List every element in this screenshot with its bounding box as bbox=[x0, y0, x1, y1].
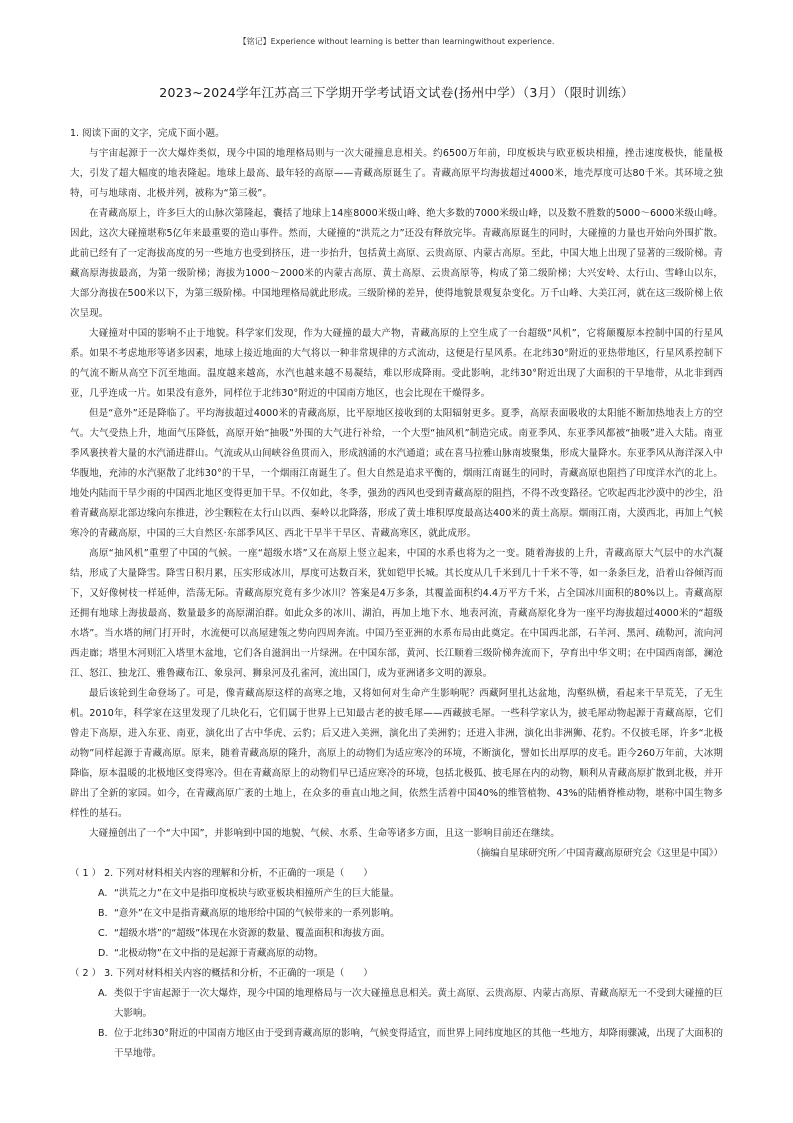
subquestion-stem: （ 2 ） 3. 下列对材料相关内容的概括和分析，不正确的一项是（ ） bbox=[70, 968, 373, 979]
passage-paragraph: 大碰撞创出了一个“大中国”，并影响到中国的地貌、气候、水系、生命等诸多方面，且这一影响目前还在继续。 bbox=[89, 828, 560, 839]
option-d[interactable] bbox=[98, 944, 723, 964]
subquestion-2 bbox=[70, 964, 723, 1064]
subquestion-1 bbox=[70, 864, 723, 964]
passage-paragraph: 与宇宙起源于一次大爆炸类似，现今中国的地理格局则与一次大碰撞息息相关。约6500万年前，印度板块与欧亚板块相撞，挫击速度极快，能量极大，引发了超大幅度的地表隆起。地球上最高、最年轻的高原——青藏高原诞生了。青藏高原平均海拔超过4000米，地壳厚度可达80千米。其环境之独特，可与地球南、北极并列，被称为“第三极”。 bbox=[70, 148, 723, 199]
option-b[interactable] bbox=[98, 1024, 723, 1064]
option-letter: D. bbox=[98, 948, 109, 959]
passage-paragraph: 高原“抽风机”重塑了中国的气候。一座“超级水塔”又在高原上竖立起来，中国的水系也将为之一变。随着海拔的上升，青藏高原大气层中的水汽凝结，形成了大量降雪。降雪日积月累，压实形成冰川，厚度可达数百米，犹如铠甲长城。其长度从几千米到几十千米不等，如一条条巨龙，沿着山谷倾泻而下，又好像树枝一样延伸，浩荡无际。青藏高原究竟有多少冰川？答案是4万多条，其覆盖面积约4.4万平方千米，占全国冰川面积的80%以上。青藏高原还拥有地球上海拔最高、数量最多的高原湖泊群。如此众多的冰川、湖泊，再加上地下水、地表河流，青藏高原化身为一座平均海拔超过4000米的“超级水塔”。当水塔的闸门打开时，水流便可以高屋建瓴之势向四周奔流。中国乃至亚洲的水系布局由此奠定。在中国西北部，石羊河、黑河、疏勒河，流向河西走廊；塔里木河则汇入塔里木盆地，它们各自滋润出一片绿洲。在中国东部，黄河、长江顺着三级阶梯奔流而下，孕育出中华文明；在中国西南部，澜沧江、怒江、独龙江、雅鲁藏布江、象泉河、狮泉河及孔雀河，流出国门，成为亚洲诸多文明的源泉。 bbox=[70, 548, 723, 679]
option-text: “超级水塔”的“超级”体现在水资源的数量、覆盖面积和海拔方面。 bbox=[114, 928, 391, 939]
header-motto: 【铭记】Experience without learning is better than learningwithout experience. bbox=[238, 37, 555, 46]
passage-paragraph: 在青藏高原上，许多巨大的山脉次第隆起，囊括了地球上14座8000米级山峰、绝大多数的7000米级山峰，以及数不胜数的5000～6000米级山峰。因此，这次大碰撞堪称5亿年来最重要的造山事件。然而，大碰撞的“洪荒之力”还没有释放完毕。青藏高原诞生的同时，大碰撞的力量也开始向外围扩散。此前已经有了一定海拔高度的另一些地方也受到挤压，进一步抬升，包括黄土高原、云贵高原、内蒙古高原。至此，中国大地上出现了显著的三级阶梯。青藏高原海拔最高，为第一级阶梯；海拔为1000～2000米的内蒙古高原、黄土高原、云贵高原等，构成了第二级阶梯；大兴安岭、太行山、雪峰山以东，大部分海拔在500米以下，为第三级阶梯。中国地理格局就此形成。三级阶梯的差异，使得地貌景观复杂变化。万千山峰、大美江河，就在这三级阶梯上依次呈现。 bbox=[70, 208, 723, 319]
option-text: 类似于宇宙起源于一次大爆炸，现今中国的地理格局与一次大碰撞息息相关。黄土高原、云贵高原、内蒙古高原、青藏高原无一不受到大碰撞的巨大影响。 bbox=[114, 988, 723, 1019]
question-intro: 1. 阅读下面的文字，完成下面小题。 bbox=[70, 128, 225, 139]
passage-paragraph: 大碰撞对中国的影响不止于地貌。科学家们发现，作为大碰撞的最大产物，青藏高原的上空生成了一台超级“风机”，它将颠覆原本控制中国的行星风系。如果不考虑地形等诸多因素，地球上接近地面的大气将以一种非常规律的方式流动，这便是行星风系。在北纬30°附近的亚热带地区，行星风系控制下的气流不断从高空下沉至地面。温度越来越高，水汽也越来越不易凝结，难以形成降雨。受此影响，北纬30°附近出现了大面积的干旱地带，从北非到西亚，几乎连成一片。如果没有意外，同样位于北纬30°附近的中国南方地区，也会比现在干燥得多。 bbox=[70, 328, 723, 399]
option-letter: B. bbox=[98, 1028, 108, 1039]
option-letter: A. bbox=[98, 888, 108, 899]
option-b[interactable] bbox=[98, 904, 723, 924]
option-text: 位于北纬30°附近的中国南方地区由于受到青藏高原的影响，气候变得适宜，而世界上同纬度地区的其他一些地方，却降雨骤减，出现了大面积的干旱地带。 bbox=[114, 1028, 723, 1059]
option-c[interactable] bbox=[98, 924, 723, 944]
option-text: “洪荒之力”在文中是指印度板块与欧亚板块相撞所产生的巨大能量。 bbox=[114, 888, 400, 899]
passage-source: （摘编自星球研究所／中国青藏高原研究会《这里是中国》） bbox=[471, 848, 723, 859]
passage-paragraph: 但是“意外”还是降临了。平均海拔超过4000米的青藏高原，比平原地区接收到的太阳辐射更多。夏季，高原表面吸收的太阳能不断加热地表上方的空气。大气受热上升，地面气压降低，高原开始“抽吸”外围的大气进行补给，一个大型“抽风机”制造完成。南亚季风、东亚季风都被“抽吸”进入大陆。南亚季风裹挟着大量的水汽涌进群山。气流或从山间峡谷鱼贯而入，形成汹涌的水汽通道；或在喜马拉雅山脉南坡聚集，形成大量降水。东亚季风从海洋深入中华腹地，充沛的水汽驱散了北纬30°的干旱，一个烟雨江南诞生了。但大自然是追求平衡的，烟雨江南诞生的同时，青藏高原也阻挡了印度洋水汽的北上。地处内陆而干旱少雨的中国西北地区变得更加干旱。不仅如此，冬季，强劲的西风也受到青藏高原的阻挡，不得不改变路径。它吹起西北沙漠中的沙尘，沿着青藏高原北部边缘向东推进，沙尘颗粒在太行山以西、秦岭以北降落，形成了黄土堆积厚度最高达400米的黄土高原。烟雨江南，大漠西北，再加上气候寒冷的青藏高原，中国的三大自然区·东部季风区、西北干旱半干旱区、青藏高寒区，就此成形。 bbox=[70, 408, 723, 539]
option-text: “北极动物”在文中指的是起源于青藏高原的动物。 bbox=[114, 948, 324, 959]
exam-title: 2023~2024学年江苏高三下学期开学考试语文试卷(扬州中学）（3月）（限时训练） bbox=[159, 85, 634, 100]
option-a[interactable] bbox=[98, 884, 723, 904]
subquestion-stem: （ 1 ） 2. 下列对材料相关内容的理解和分析，不正确的一项是（ ） bbox=[70, 868, 373, 879]
passage-paragraph: 最后该轮到生命登场了。可是，像青藏高原这样的高寒之地，又将如何对生命产生影响呢？西藏阿里扎达盆地，沟壑纵横，看起来干旱荒芜，了无生机。2010年，科学家在这里发现了几块化石，它们属于世界上已知最古老的披毛犀——西藏披毛犀。一些科学家认为，披毛犀动物起源于青藏高原，它们曾走下高原，进入东亚、南亚，演化出了古中华虎、云豹；后又进入美洲，演化出了美洲豹；还进入非洲，演化出非洲狮、花豹。不仅披毛犀，许多“北极动物”同样起源于青藏高原。原来，随着青藏高原的隆升，高原上的动物们为适应寒冷的环境，不断演化，譬如长出厚厚的皮毛。距今260万年前，大冰期降临，原本温暖的北极地区变得寒冷。但在青藏高原上的动物们早已适应寒冷的环境，包括北极狐、披毛犀在内的动物，顺利从青藏高原扩散到北极，并开辟出了全新的家园。如今，在青藏高原广袤的土地上，在众多的垂直山地之间，依然生活着中国40%的维管植物、43%的陆栖脊椎动物，堪称中国生物多样性的基石。 bbox=[70, 688, 723, 819]
option-letter: B. bbox=[98, 908, 108, 919]
option-letter: A. bbox=[98, 988, 108, 999]
option-text: “意外”在文中是指青藏高原的地形给中国的气候带来的一系列影响。 bbox=[114, 908, 400, 919]
option-a[interactable] bbox=[98, 984, 723, 1024]
option-letter: C. bbox=[98, 928, 108, 939]
reading-passage bbox=[70, 144, 723, 844]
